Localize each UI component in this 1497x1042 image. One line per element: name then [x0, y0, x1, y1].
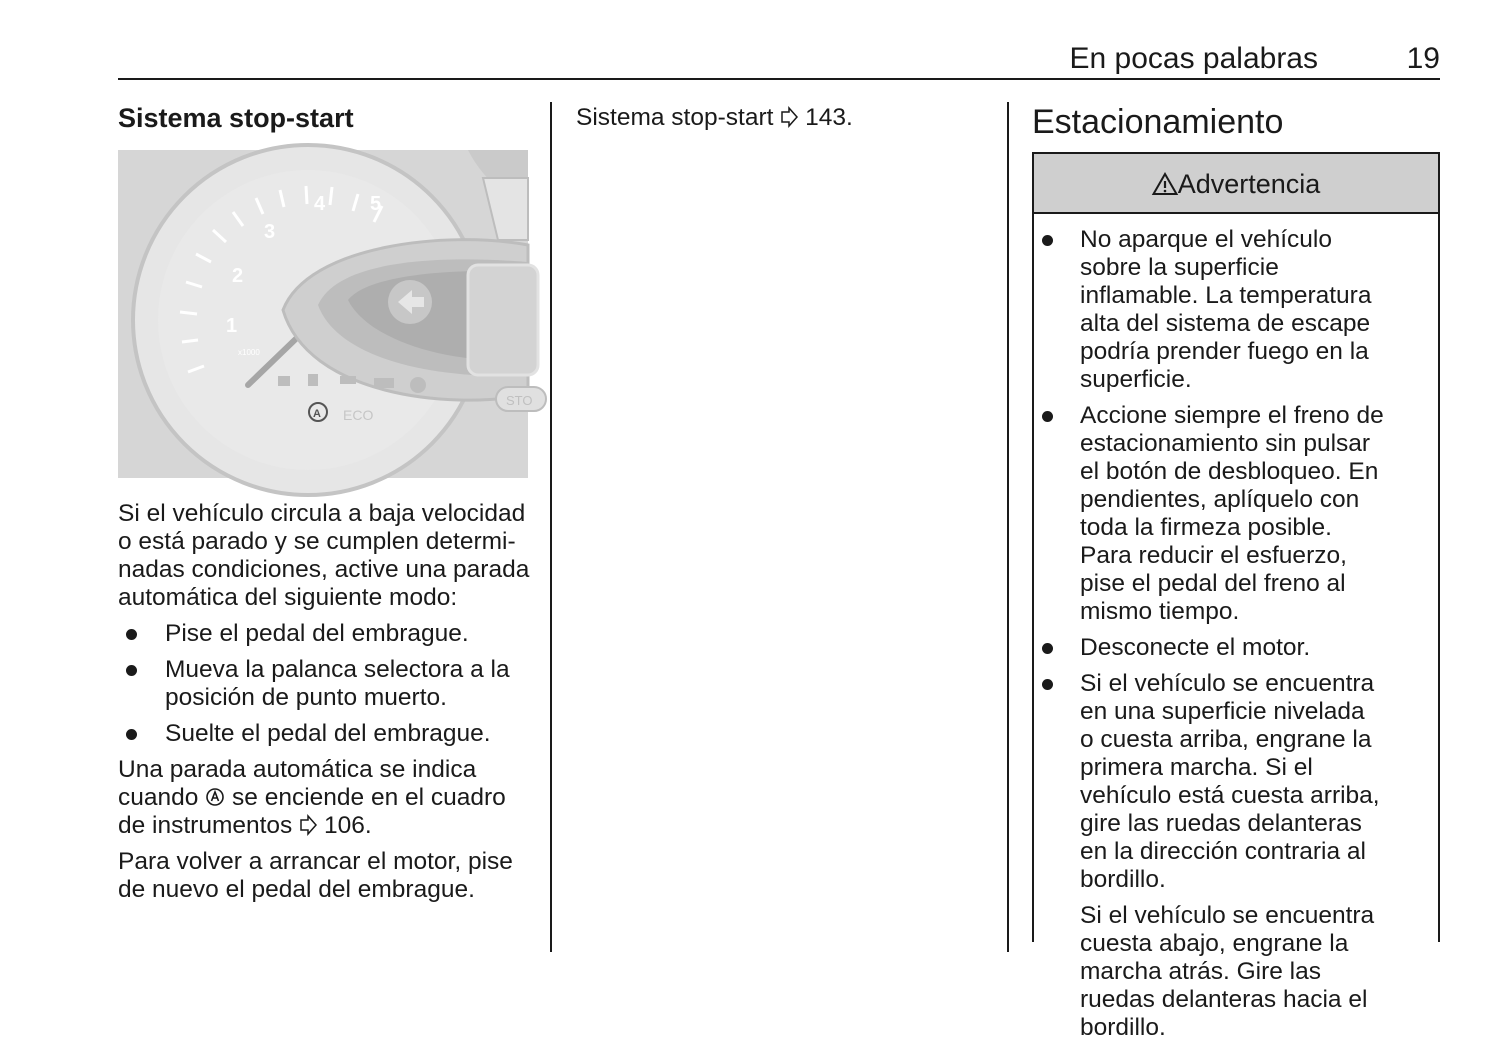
list-item-text: Accione siempre el freno de estacionamiento sin pulsar el botón de desbloqueo. En pendientes, aplíquelo con toda la firmeza posible. Para reducir el esfuerzo, pise el pedal del freno al mismo tiempo.	[1080, 402, 1384, 625]
warning-title: Advertencia	[1177, 169, 1321, 199]
bullet-icon	[1042, 411, 1053, 422]
list-item-text: Suelte el pedal del embrague.	[165, 720, 491, 747]
warning-list	[1034, 226, 1384, 894]
list-item	[1034, 226, 1384, 394]
section-title-estacionamiento: Estacionamiento	[1032, 103, 1284, 141]
list-item	[1034, 670, 1384, 894]
list-item-text: Mueva la palanca selectora a la posición de punto muerto.	[165, 656, 510, 711]
list-item	[1034, 634, 1384, 662]
column-2	[576, 104, 991, 140]
page-reference: 143.	[805, 104, 853, 131]
indicator-paragraph	[118, 756, 533, 840]
stop-steps-list	[118, 620, 533, 748]
eco-label: ECO	[343, 407, 374, 423]
list-item	[118, 620, 533, 648]
list-item-text: Pise el pedal del embrague.	[165, 620, 469, 647]
stop-label: STO	[506, 393, 533, 408]
list-item-text: No aparque el vehículo sobre la superficie inflamable. La temperatura alta del sistema de escape podría prender fuego en la superficie.	[1080, 226, 1372, 393]
list-item-text: Desconecte el motor.	[1080, 634, 1311, 661]
bullet-icon	[126, 665, 137, 676]
cluster-drawing	[118, 150, 533, 478]
page-reference-arrow-icon	[780, 107, 798, 127]
list-item-text: Si el vehículo se encuentra en una superficie nivelada o cuesta arriba, engrane la primera marcha. Si el vehículo está cuesta arriba, gire las ruedas delanteras en la dirección contraria al bordillo.	[1080, 670, 1380, 893]
header-rule	[118, 78, 1440, 80]
page-reference-arrow-icon	[299, 815, 317, 835]
downhill-paragraph: Si el vehículo se encuentra cuesta abajo, engrane la marcha atrás. Gire las ruedas delanteras hacia el bordillo.	[1080, 902, 1375, 1041]
list-item	[118, 720, 533, 748]
bullet-icon	[1042, 643, 1053, 654]
rpm-unit-label: x1000	[238, 348, 260, 357]
bullet-icon	[126, 729, 137, 740]
tach-number-4: 4	[314, 193, 326, 215]
bullet-icon	[126, 629, 137, 640]
tach-number-5: 5	[370, 193, 382, 215]
page-reference: 106.	[323, 812, 372, 839]
cross-reference-text: Sistema stop-start	[576, 104, 774, 131]
warning-box	[1032, 152, 1440, 1041]
auto-stop-icon	[205, 787, 225, 807]
bullet-icon	[1042, 235, 1053, 246]
indicator-text-pre: Una parada automática se indica cuando	[118, 756, 477, 811]
tach-number-2: 2	[232, 265, 244, 287]
column-1	[118, 102, 533, 134]
running-header-title: En pocas palabras	[1069, 42, 1318, 75]
list-item	[1034, 402, 1384, 626]
column-divider-2	[1007, 102, 1009, 952]
column-3-heading	[1032, 102, 1442, 142]
svg-text:A: A	[313, 408, 321, 420]
bullet-icon	[1042, 679, 1053, 690]
instrument-cluster-illustration	[118, 150, 533, 478]
list-item	[118, 656, 533, 712]
tach-number-1: 1	[226, 315, 238, 337]
cross-reference	[576, 104, 991, 132]
indicator-text-mid: se enciende en el cuadro de instrumentos	[118, 784, 506, 839]
warning-header	[1034, 154, 1438, 214]
tach-number-3: 3	[264, 221, 276, 243]
section-title-stop-start: Sistema stop-start	[118, 103, 354, 133]
warning-triangle-icon	[1152, 172, 1178, 196]
warning-body	[1034, 214, 1398, 1042]
restart-paragraph: Para volver a arrancar el motor, pise de nuevo el pedal del embrague.	[118, 848, 513, 903]
column-1-body	[118, 500, 533, 912]
page-number: 19	[1406, 42, 1440, 75]
intro-paragraph: Si el vehículo circula a baja velocidad o está parado y se cumplen determinadas condiciones, active una parada automática del siguiente modo:	[118, 500, 530, 611]
column-divider-1	[550, 102, 552, 952]
